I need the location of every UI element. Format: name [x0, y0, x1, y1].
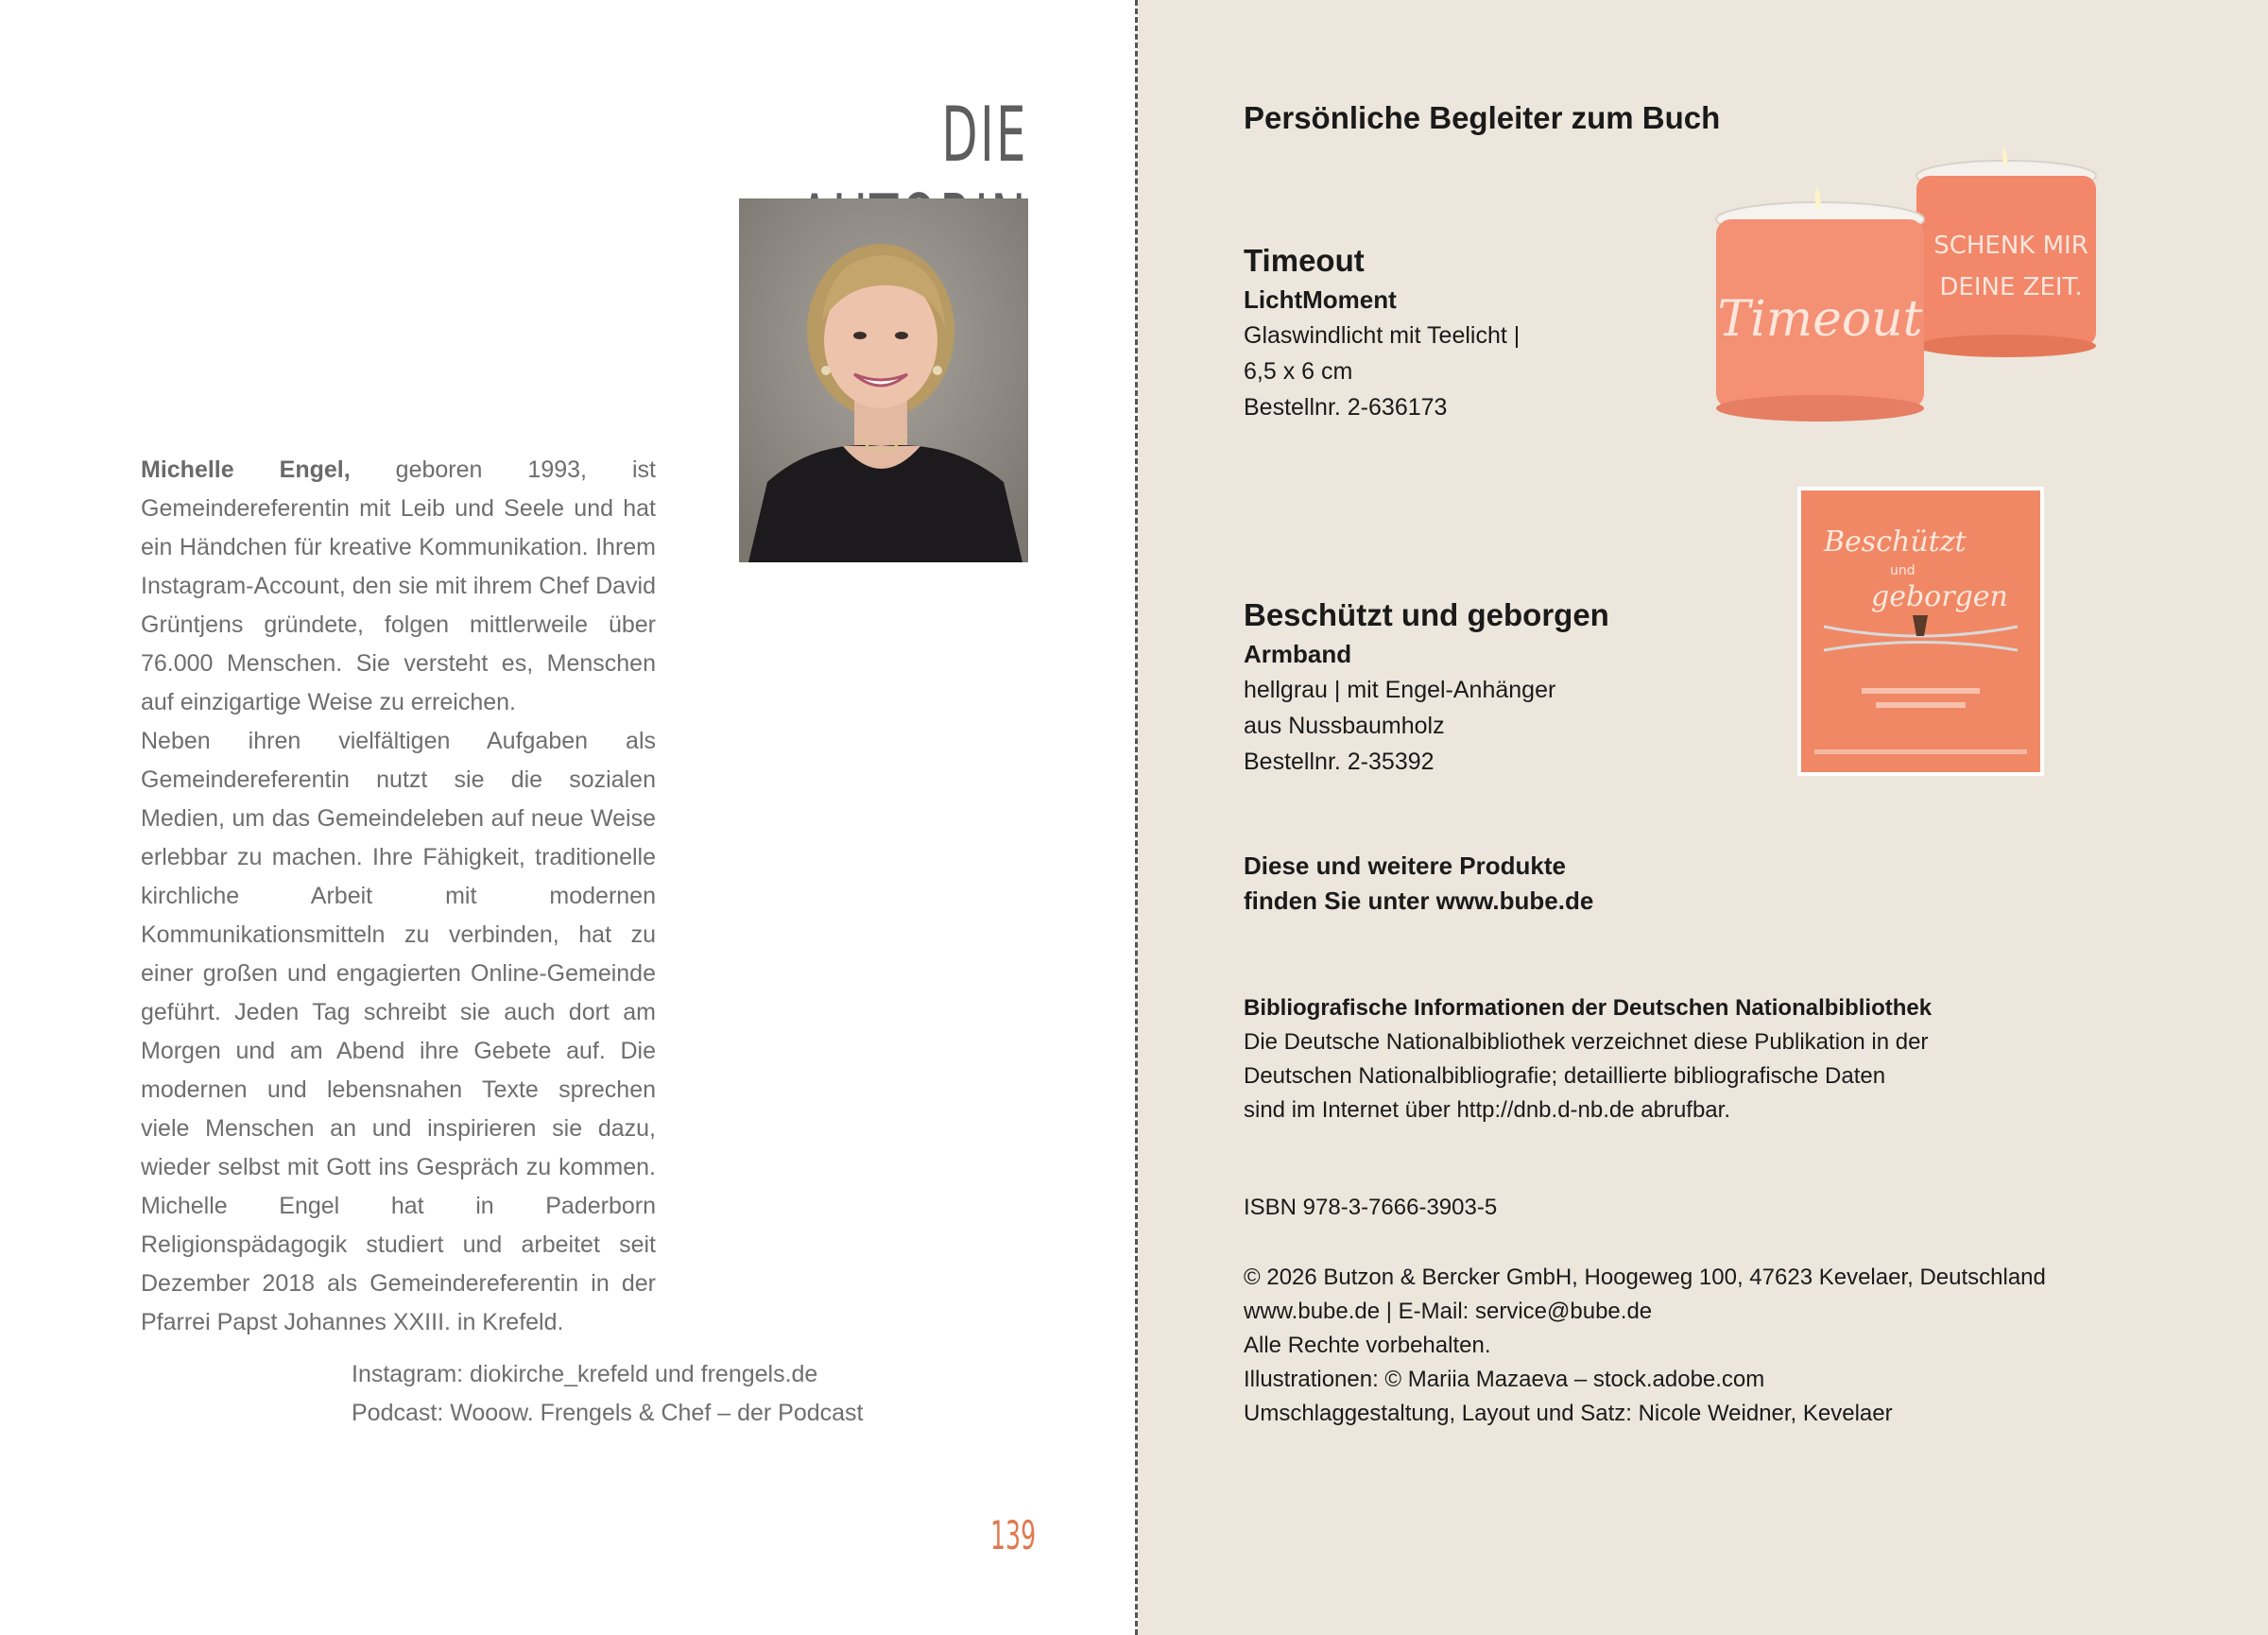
candle-text-timeout: Timeout	[1717, 291, 1923, 348]
candle-text-line-1: SCHENK MIR	[1933, 232, 2088, 260]
imprint-rights: Alle Rechte vorbehalten.	[1244, 1333, 1491, 1358]
bracelet-card-image	[1796, 485, 2046, 778]
product-title: Beschützt und geborgen	[1244, 597, 1609, 632]
imprint-layout: Umschlaggestaltung, Layout und Satz: Nicole Weidner, Kevelaer	[1244, 1401, 1893, 1426]
bio-paragraph-1-text: geboren 1993, ist Gemeindereferentin mit Leib und Seele und hat ein Händchen für kreative Kommunikation. Ihrem Instagram-Account, den sie mit ihrem Chef David Grüntjens gründete, folgen mittlerweile über 76.000 Menschen. Sie versteht es, Menschen auf einzigartige Weise zu erreichen.	[141, 456, 656, 715]
card-title-3: geborgen	[1871, 580, 2008, 613]
biblio-line-2: Deutschen Nationalbibliografie; detaillierte bibliografische Daten	[1244, 1063, 1886, 1089]
author-name: Michelle Engel,	[141, 456, 351, 483]
bracelet-card-illustration	[1796, 485, 2046, 778]
product-order-number: Bestellnr. 2-636173	[1244, 394, 1448, 421]
biblio-heading: Bibliografische Informationen der Deutschen Nationalbibliothek	[1244, 995, 1933, 1021]
biblio-line-1: Die Deutsche Nationalbibliothek verzeichnet diese Publikation in der	[1244, 1029, 1929, 1055]
social-links	[352, 1355, 881, 1433]
podcast-line: Podcast: Wooow. Frengels & Chef – der Podcast	[352, 1400, 864, 1426]
imprint-illustrations: Illustrationen: © Mariia Mazaeva – stock.adobe.com	[1244, 1367, 1765, 1392]
biblio-line-3: sind im Internet über http://dnb.d-nb.de abrufbar.	[1244, 1097, 1730, 1123]
candle-illustration	[1709, 132, 2105, 435]
more-products	[1244, 849, 1593, 919]
product-size: 6,5 x 6 cm	[1244, 358, 1353, 385]
imprint	[1244, 1261, 2189, 1431]
isbn: ISBN 978-3-7666-3903-5	[1244, 1195, 1498, 1220]
bio-paragraph-1	[141, 451, 656, 722]
bio-paragraph-2: Neben ihren vielfältigen Aufgaben als Gemeindereferentin nutzt sie die sozialen Medien, um das Gemeindeleben auf neue Weise erlebbar zu machen. Ihre Fähigkeit, traditionelle kirchliche Arbeit mit modernen Kommunikationsmitteln zu verbinden, hat zu einer großen und engagierten Online-Gemeinde geführt. Jeden Tag schreibt sie auch dort am Morgen und am Abend ihre Gebete auf. Die modernen und lebensnahen Texte sprechen viele Menschen an und inspirieren sie dazu, wieder selbst mit Gott ins Gespräch zu kommen. Michelle Engel hat in Paderborn Religionspädagogik studiert und arbeitet seit Dezember 2018 als Gemeindereferentin in der Pfarrei Papst Johannes XXIII. in Krefeld.	[141, 728, 656, 1335]
product-subtitle: Armband	[1244, 640, 1352, 668]
product-order-number: Bestellnr. 2-35392	[1244, 749, 1435, 775]
product-bracelet	[1244, 594, 1609, 780]
product-title: Timeout	[1244, 243, 1365, 278]
candle-text-line-2: DEINE ZEIT.	[1939, 273, 2083, 301]
imprint-contact: www.bube.de | E-Mail: service@bube.de	[1244, 1299, 1653, 1324]
author-bio	[141, 451, 656, 1342]
product-timeout	[1244, 240, 1520, 425]
companion-heading: Persönliche Begleiter zum Buch	[1244, 100, 1721, 135]
more-products-line-1: Diese und weitere Produkte	[1244, 852, 1566, 880]
more-products-line-2: finden Sie unter www.bube.de	[1244, 886, 1594, 915]
candles-image	[1709, 132, 2105, 435]
right-page	[1138, 0, 2268, 1635]
page-number: 139	[990, 1512, 1037, 1558]
card-title-1: Beschützt	[1824, 525, 1967, 559]
bibliographic-info	[1244, 991, 2094, 1127]
product-detail: Glaswindlicht mit Teelicht |	[1244, 322, 1521, 349]
product-subtitle: LichtMoment	[1244, 285, 1397, 314]
card-title-2: und	[1890, 563, 1916, 578]
author-portrait-image	[739, 198, 1028, 562]
product-detail: hellgrau | mit Engel-Anhänger	[1244, 677, 1556, 703]
imprint-copyright: © 2026 Butzon & Bercker GmbH, Hoogeweg 100, 47623 Kevelaer, Deutschland	[1244, 1265, 2046, 1290]
instagram-line: Instagram: diokirche_krefeld und frengels.de	[352, 1361, 818, 1387]
product-material: aus Nussbaumholz	[1244, 713, 1445, 739]
page-title: DIE	[941, 91, 1028, 179]
author-photo	[739, 198, 1028, 562]
